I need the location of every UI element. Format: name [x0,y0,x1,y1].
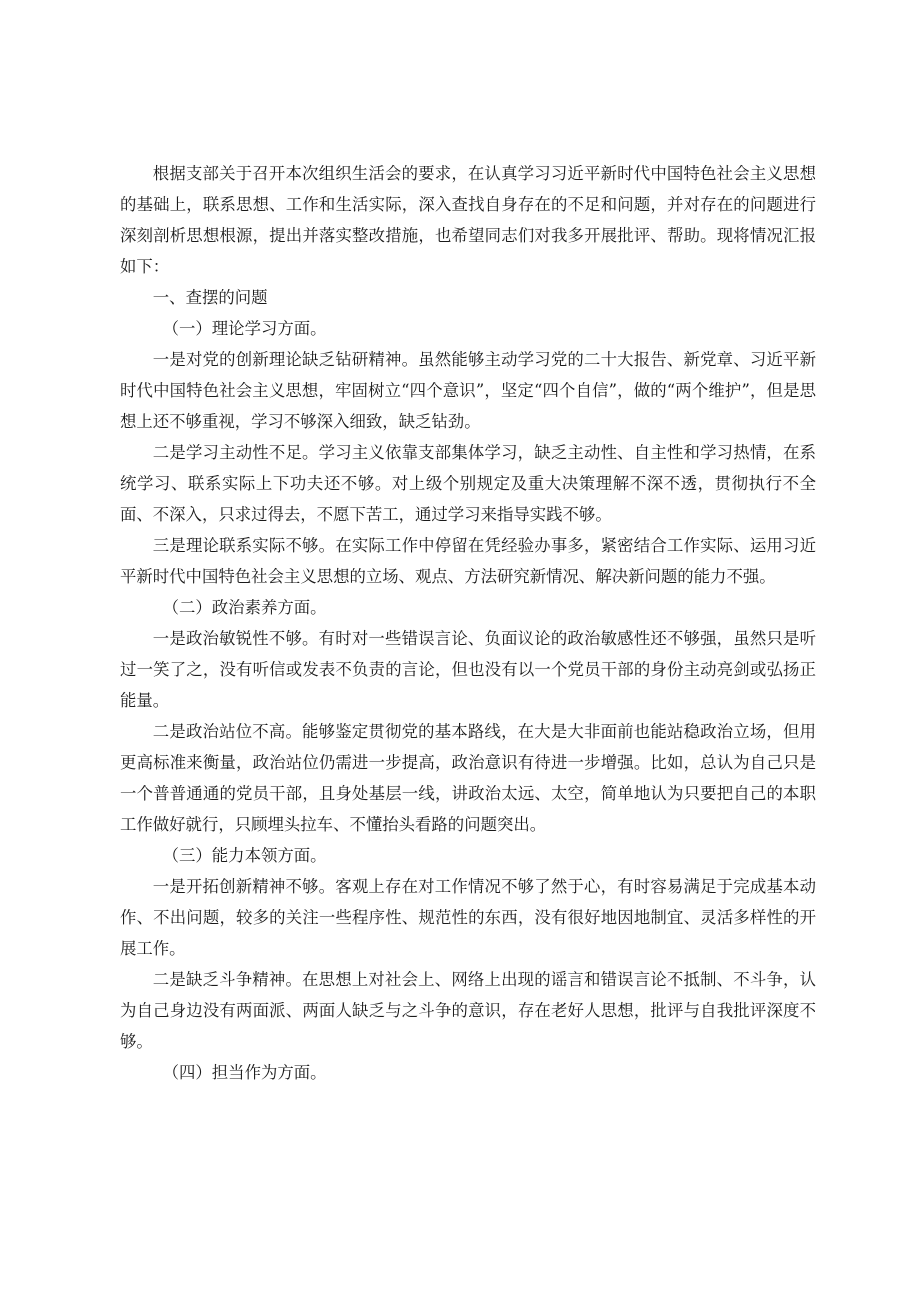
section-1-paragraph-2: 二是学习主动性不足。学习主义依靠支部集体学习，缺乏主动性、自主性和学习热情，在系统学习、联系实际上下功夫还不够。对上级个别规定及重大决策理解不深不透，贯彻执行不全面、不深入，只求过得去，不愿下苦工，通过学习来指导实践不够。 [120,443,816,524]
section-4-title: （四）担当作为方面。 [162,1063,327,1082]
section-3-paragraph-2: 二是缺乏斗争精神。在思想上对社会上、网络上出现的谣言和错误言论不抵制、不斗争，认为自己身边没有两面派、两面人缺乏与之斗争的意识，存在老好人思想，批评与自我批评深度不够。 [120,970,816,1051]
section-2-paragraph-1: 一是政治敏锐性不够。有时对一些错误言论、负面议论的政治敏感性还不够强，虽然只是听过一笑了之，没有听信或发表不负责的言论，但也没有以一个党员干部的身份主动亮剑或弘扬正能量。 [120,629,816,710]
section-2-paragraph-2: 二是政治站位不高。能够鉴定贯彻党的基本路线，在大是大非面前也能站稳政治立场，但用更高标准来衡量，政治站位仍需进一步提高，政治意识有待进一步增强。比如，总认为自己只是一个普普通通的党员干部，且身处基层一线，讲政治太远、太空，简单地认为只要把自己的本职工作做好就行，只顾埋头拉车、不懂抬头看路的问题突出。 [120,722,816,834]
intro-paragraph: 根据支部关于召开本次组织生活会的要求，在认真学习习近平新时代中国特色社会主义思想的基础上，联系思想、工作和生活实际，深入查找自身存在的不足和问题，并对存在的问题进行深刻剖析思想根源，提出并落实整改措施，也希望同志们对我多开展批评、帮助。现将情况汇报如下： [120,164,816,276]
document-body [120,158,816,1088]
heading-problems: 一、查摆的问题 [152,288,268,307]
section-1-title: （一）理论学习方面。 [162,319,327,338]
section-3-title: （三）能力本领方面。 [162,846,327,865]
section-2-title: （二）政治素养方面。 [162,598,327,617]
section-1-paragraph-3: 三是理论联系实际不够。在实际工作中停留在凭经验办事多，紧密结合工作实际、运用习近平新时代中国特色社会主义思想的立场、观点、方法研究新情况、解决新问题的能力不强。 [120,536,816,586]
section-1-paragraph-1: 一是对党的创新理论缺乏钻研精神。虽然能够主动学习党的二十大报告、新党章、习近平新时代中国特色社会主义思想，牢固树立“四个意识”，坚定“四个自信”，做的“两个维护”，但是思想上还不够重视，学习不够深入细致，缺乏钻劲。 [120,350,816,431]
section-3-paragraph-1: 一是开拓创新精神不够。客观上存在对工作情况不够了然于心，有时容易满足于完成基本动作、不出问题，较多的关注一些程序性、规范性的东西，没有很好地因地制宜、灵活多样性的开展工作。 [120,877,816,958]
